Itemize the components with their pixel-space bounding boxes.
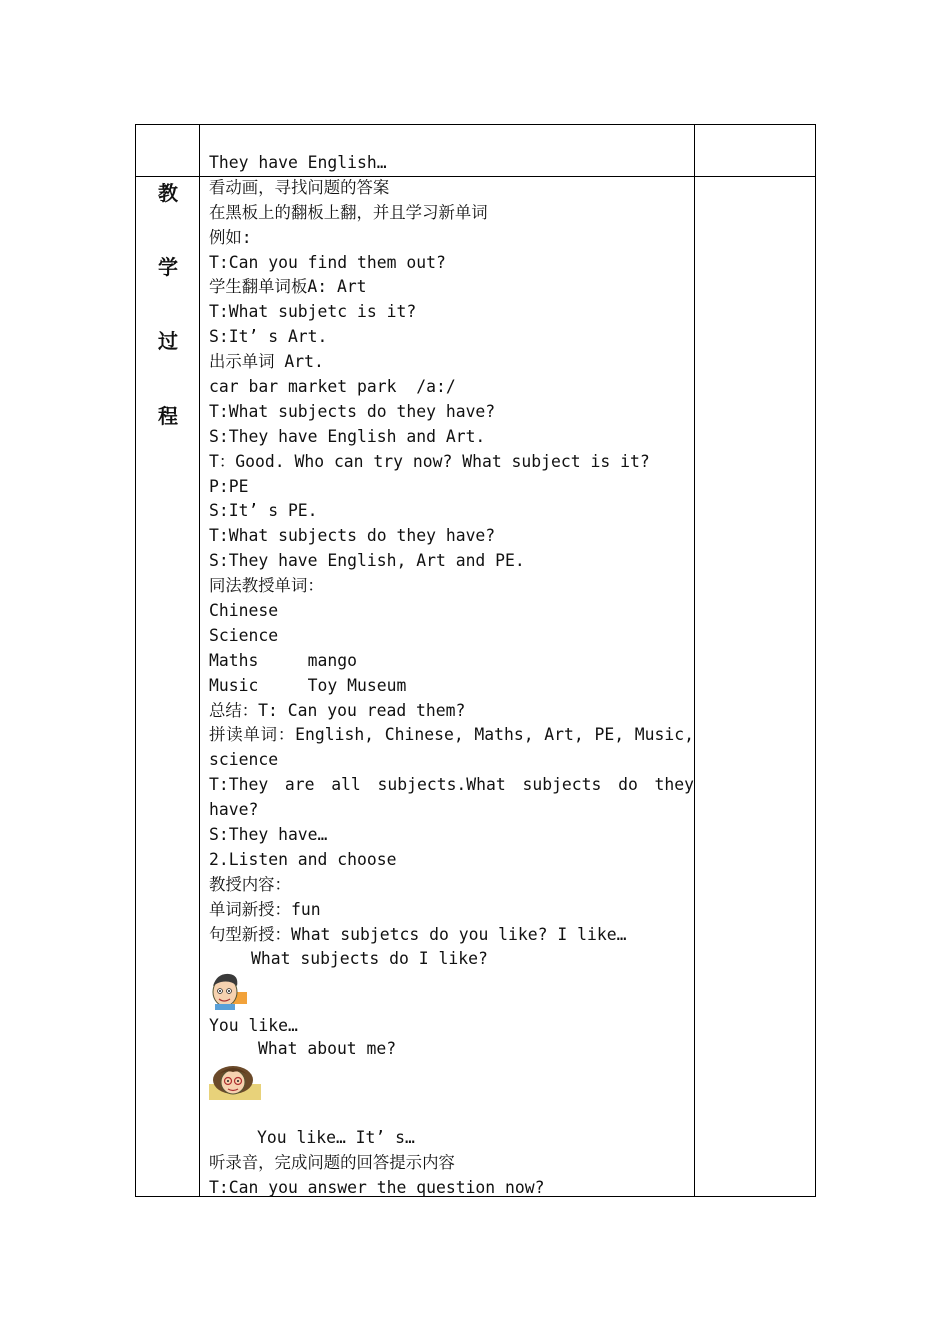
lesson-content <box>209 151 694 1201</box>
text-line: science <box>209 750 279 770</box>
text-line: have? <box>209 800 259 820</box>
dialog-line: What about me? <box>258 1039 397 1059</box>
side-heading-char: 教 <box>158 181 178 205</box>
girl-face-icon <box>209 1060 261 1100</box>
text-line: S:It’ s PE. <box>209 501 318 521</box>
text-line: T:What subjects do they have? <box>209 401 496 421</box>
text-line: 看动画，寻找问题的答案 <box>209 177 390 197</box>
text-line: 学生翻单词板A: Art <box>209 277 367 297</box>
text-line: Science <box>209 625 279 645</box>
side-heading-char: 过 <box>158 329 178 353</box>
text-line: 单词新授：fun <box>209 899 321 919</box>
text-line: T:They are all subjects.What subjects do they <box>209 775 694 795</box>
dialog-line: You like… <box>209 1015 298 1035</box>
column-divider <box>694 125 695 1196</box>
text-line: 拼读单词：English, Chinese, Maths, Art, PE, Music, <box>209 725 694 745</box>
text-line: 同法教授单词： <box>209 576 324 596</box>
girl-avatar <box>209 1060 694 1116</box>
text-line: S:They have English, Art and PE. <box>209 551 525 571</box>
side-heading <box>136 177 200 437</box>
dialog-line: You like… It’ s… <box>257 1128 415 1148</box>
header-line: They have English… <box>209 153 387 172</box>
text-line: T:Can you find them out? <box>209 252 446 272</box>
text-line: 句型新授：What subjetcs do you like? I like… <box>209 924 627 944</box>
text-line: S:They have… <box>209 825 328 845</box>
text-line: Maths mango <box>209 650 358 670</box>
dialog-line: What subjects do I like? <box>251 948 488 968</box>
text-line: P:PE <box>209 476 249 496</box>
text-line: 出示单词 Art. <box>209 352 324 372</box>
text-line: 听录音，完成问题的回答提示内容 <box>209 1153 455 1173</box>
text-line: T：Good. Who can try now? What subject is it? <box>209 451 650 471</box>
side-heading-char: 学 <box>158 255 178 279</box>
text-line: Music Toy Museum <box>209 675 407 695</box>
text-line: 总结：T: Can you read them? <box>209 700 466 720</box>
text-line: S:It’ s Art. <box>209 327 328 347</box>
side-heading-char: 程 <box>158 404 178 428</box>
text-line: car bar market park /a:/ <box>209 377 456 397</box>
text-line: T:What subjects do they have? <box>209 526 496 546</box>
text-line: Chinese <box>209 601 279 621</box>
boy-face-icon <box>209 970 249 1010</box>
text-line: 2.Listen and choose <box>209 849 397 869</box>
text-line: 例如: <box>209 227 252 247</box>
text-line: 教授内容： <box>209 874 291 894</box>
boy-avatar <box>209 970 694 1014</box>
text-line: T:What subjetc is it? <box>209 302 417 322</box>
lesson-table <box>135 124 816 1197</box>
text-line: S:They have English and Art. <box>209 426 486 446</box>
text-line: 在黑板上的翻板上翻，并且学习新单词 <box>209 202 488 222</box>
text-line: T:Can you answer the question now? <box>209 1178 545 1198</box>
